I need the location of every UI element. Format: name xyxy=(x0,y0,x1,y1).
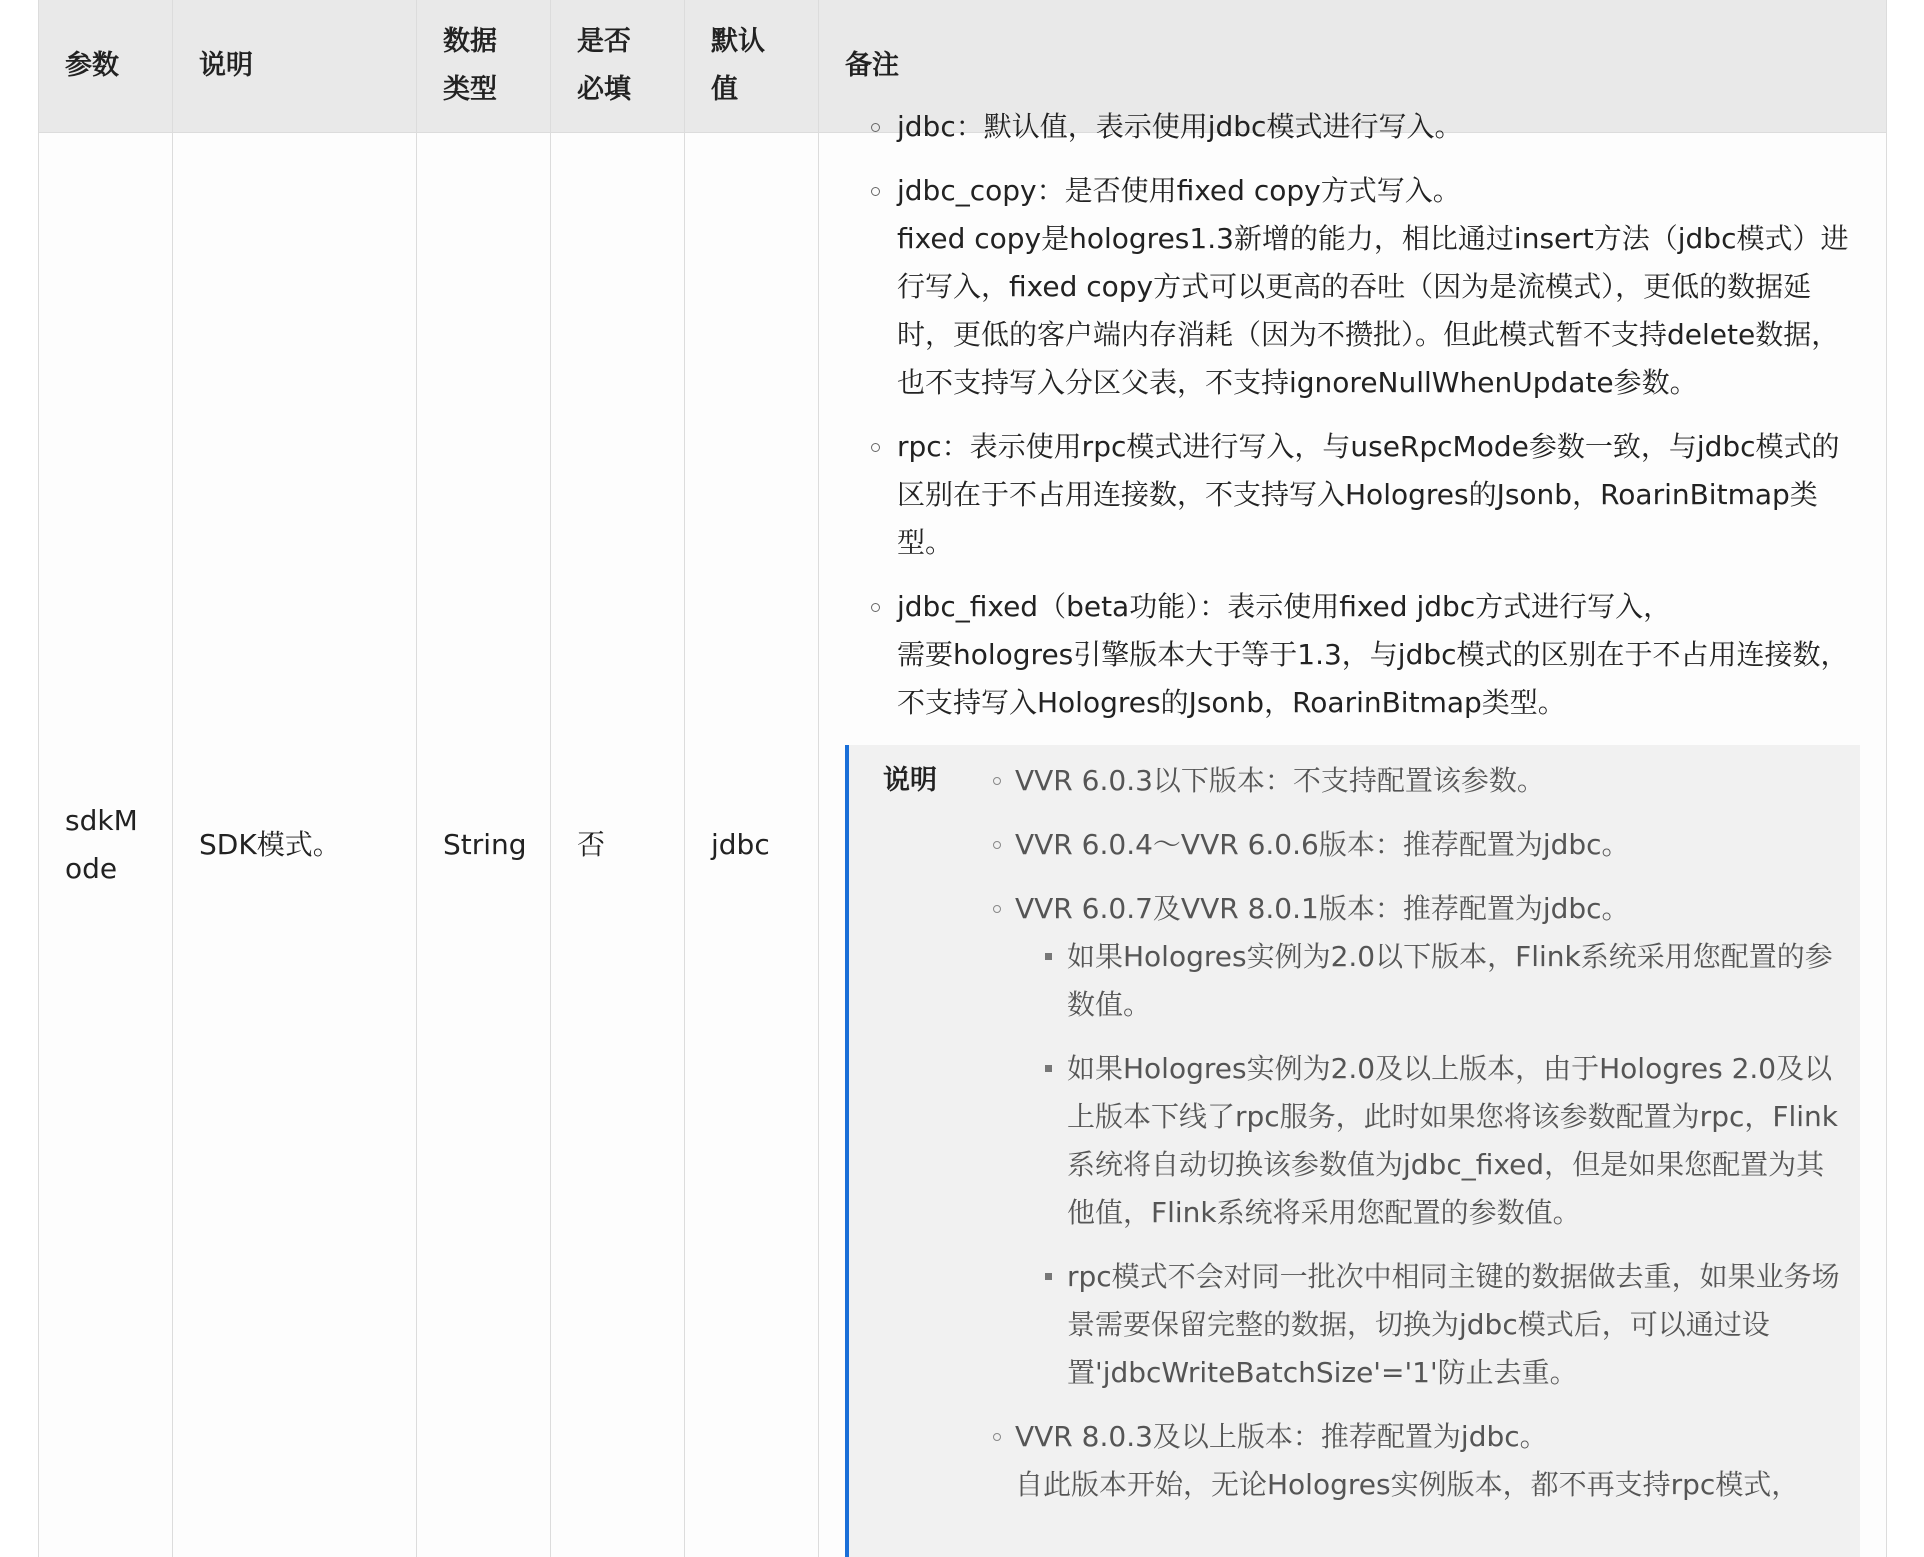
header-param: 参数 xyxy=(39,0,173,133)
table-row xyxy=(39,133,1887,1557)
note-item: VVR 8.0.3及以上版本：推荐配置为jdbc。 自此版本开始，无论Hologres实例版本，都不再支持rpc模式， xyxy=(1015,1413,1840,1509)
header-required: 是否 必填 xyxy=(551,0,685,133)
mode-list xyxy=(845,103,1860,727)
note-item: VVR 6.0.4～VVR 6.0.6版本：推荐配置为jdbc。 xyxy=(1015,821,1840,869)
cell-param: sdkM ode xyxy=(39,133,173,1557)
list-item: jdbc_copy：是否使用fixed copy方式写入。 fixed copy是hologres1.3新增的能力，相比通过insert方法（jdbc模式）进行写入，fixed copy方式可以更高的吞吐（因为是流模式），更低的数据延时，更低的客户端内存消耗（因为不攒批）。但此模式暂不支持delete数据，也不支持写入分区父表，不支持ignoreNullWhenUpdate参数。 xyxy=(897,167,1860,407)
header-remarks: 备注 xyxy=(819,0,1887,133)
header-default: 默认 值 xyxy=(685,0,819,133)
note-item: VVR 6.0.3以下版本：不支持配置该参数。 xyxy=(1015,757,1840,805)
list-item: jdbc：默认值，表示使用jdbc模式进行写入。 xyxy=(897,103,1860,151)
note-box xyxy=(845,745,1860,1557)
note-sub-list xyxy=(1015,933,1840,1397)
cell-desc: SDK模式。 xyxy=(173,133,417,1557)
header-type: 数据 类型 xyxy=(417,0,551,133)
note-sub-item: 如果Hologres实例为2.0及以上版本，由于Hologres 2.0及以上版本下线了rpc服务，此时如果您将该参数配置为rpc，Flink系统将自动切换该参数值为jdbc_fixed，但是如果您配置为其他值，Flink系统将采用您配置的参数值。 xyxy=(1067,1045,1840,1237)
params-table xyxy=(38,0,1887,1557)
note-sub-item: rpc模式不会对同一批次中相同主键的数据做去重，如果业务场景需要保留完整的数据，切换为jdbc模式后，可以通过设置'jdbcWriteBatchSize'='1'防止去重。 xyxy=(1067,1253,1840,1397)
note-sub-item: 如果Hologres实例为2.0以下版本，Flink系统采用您配置的参数值。 xyxy=(1067,933,1840,1029)
cell-type: String xyxy=(417,133,551,1557)
cell-remarks xyxy=(819,133,1887,1557)
remarks-content xyxy=(845,103,1860,1557)
cell-required: 否 xyxy=(551,133,685,1557)
note-title: 说明 xyxy=(883,757,937,805)
table-body xyxy=(39,133,1887,1557)
list-item: jdbc_fixed（beta功能）：表示使用fixed jdbc方式进行写入， 需要hologres引擎版本大于等于1.3，与jdbc模式的区别在于不占用连接数，不支持写入Hologres的Jsonb，RoarinBitmap类型。 xyxy=(897,583,1860,727)
note-item: VVR 6.0.7及VVR 8.0.1版本：推荐配置为jdbc。 如果Hologres实例为2.0以下版本，Flink系统采用您配置的参数值。 如果Hologres实例为2.0及以上版本，由于Hologres 2.0及以上版本下线了rpc服务，此时如果您将该参数配置为rpc，Flink系统将自动切换该参数值为jdbc_fixed，但是如果您配置为其他值，Flink系统将采用您配置的参数值。 rpc模式不会对同一批次中相同主键的数据做去重，如果业务场景需要保留完整的数据，切换为jdbc模式后，可以通过设置'jdbcWriteBatchSize'='1'防止去重。 xyxy=(1015,885,1840,1397)
note-list xyxy=(883,757,1840,1509)
cell-default: jdbc xyxy=(685,133,819,1557)
header-desc: 说明 xyxy=(173,0,417,133)
list-item: rpc：表示使用rpc模式进行写入，与useRpcMode参数一致，与jdbc模式的区别在于不占用连接数，不支持写入Hologres的Jsonb，RoarinBitmap类型。 xyxy=(897,423,1860,567)
